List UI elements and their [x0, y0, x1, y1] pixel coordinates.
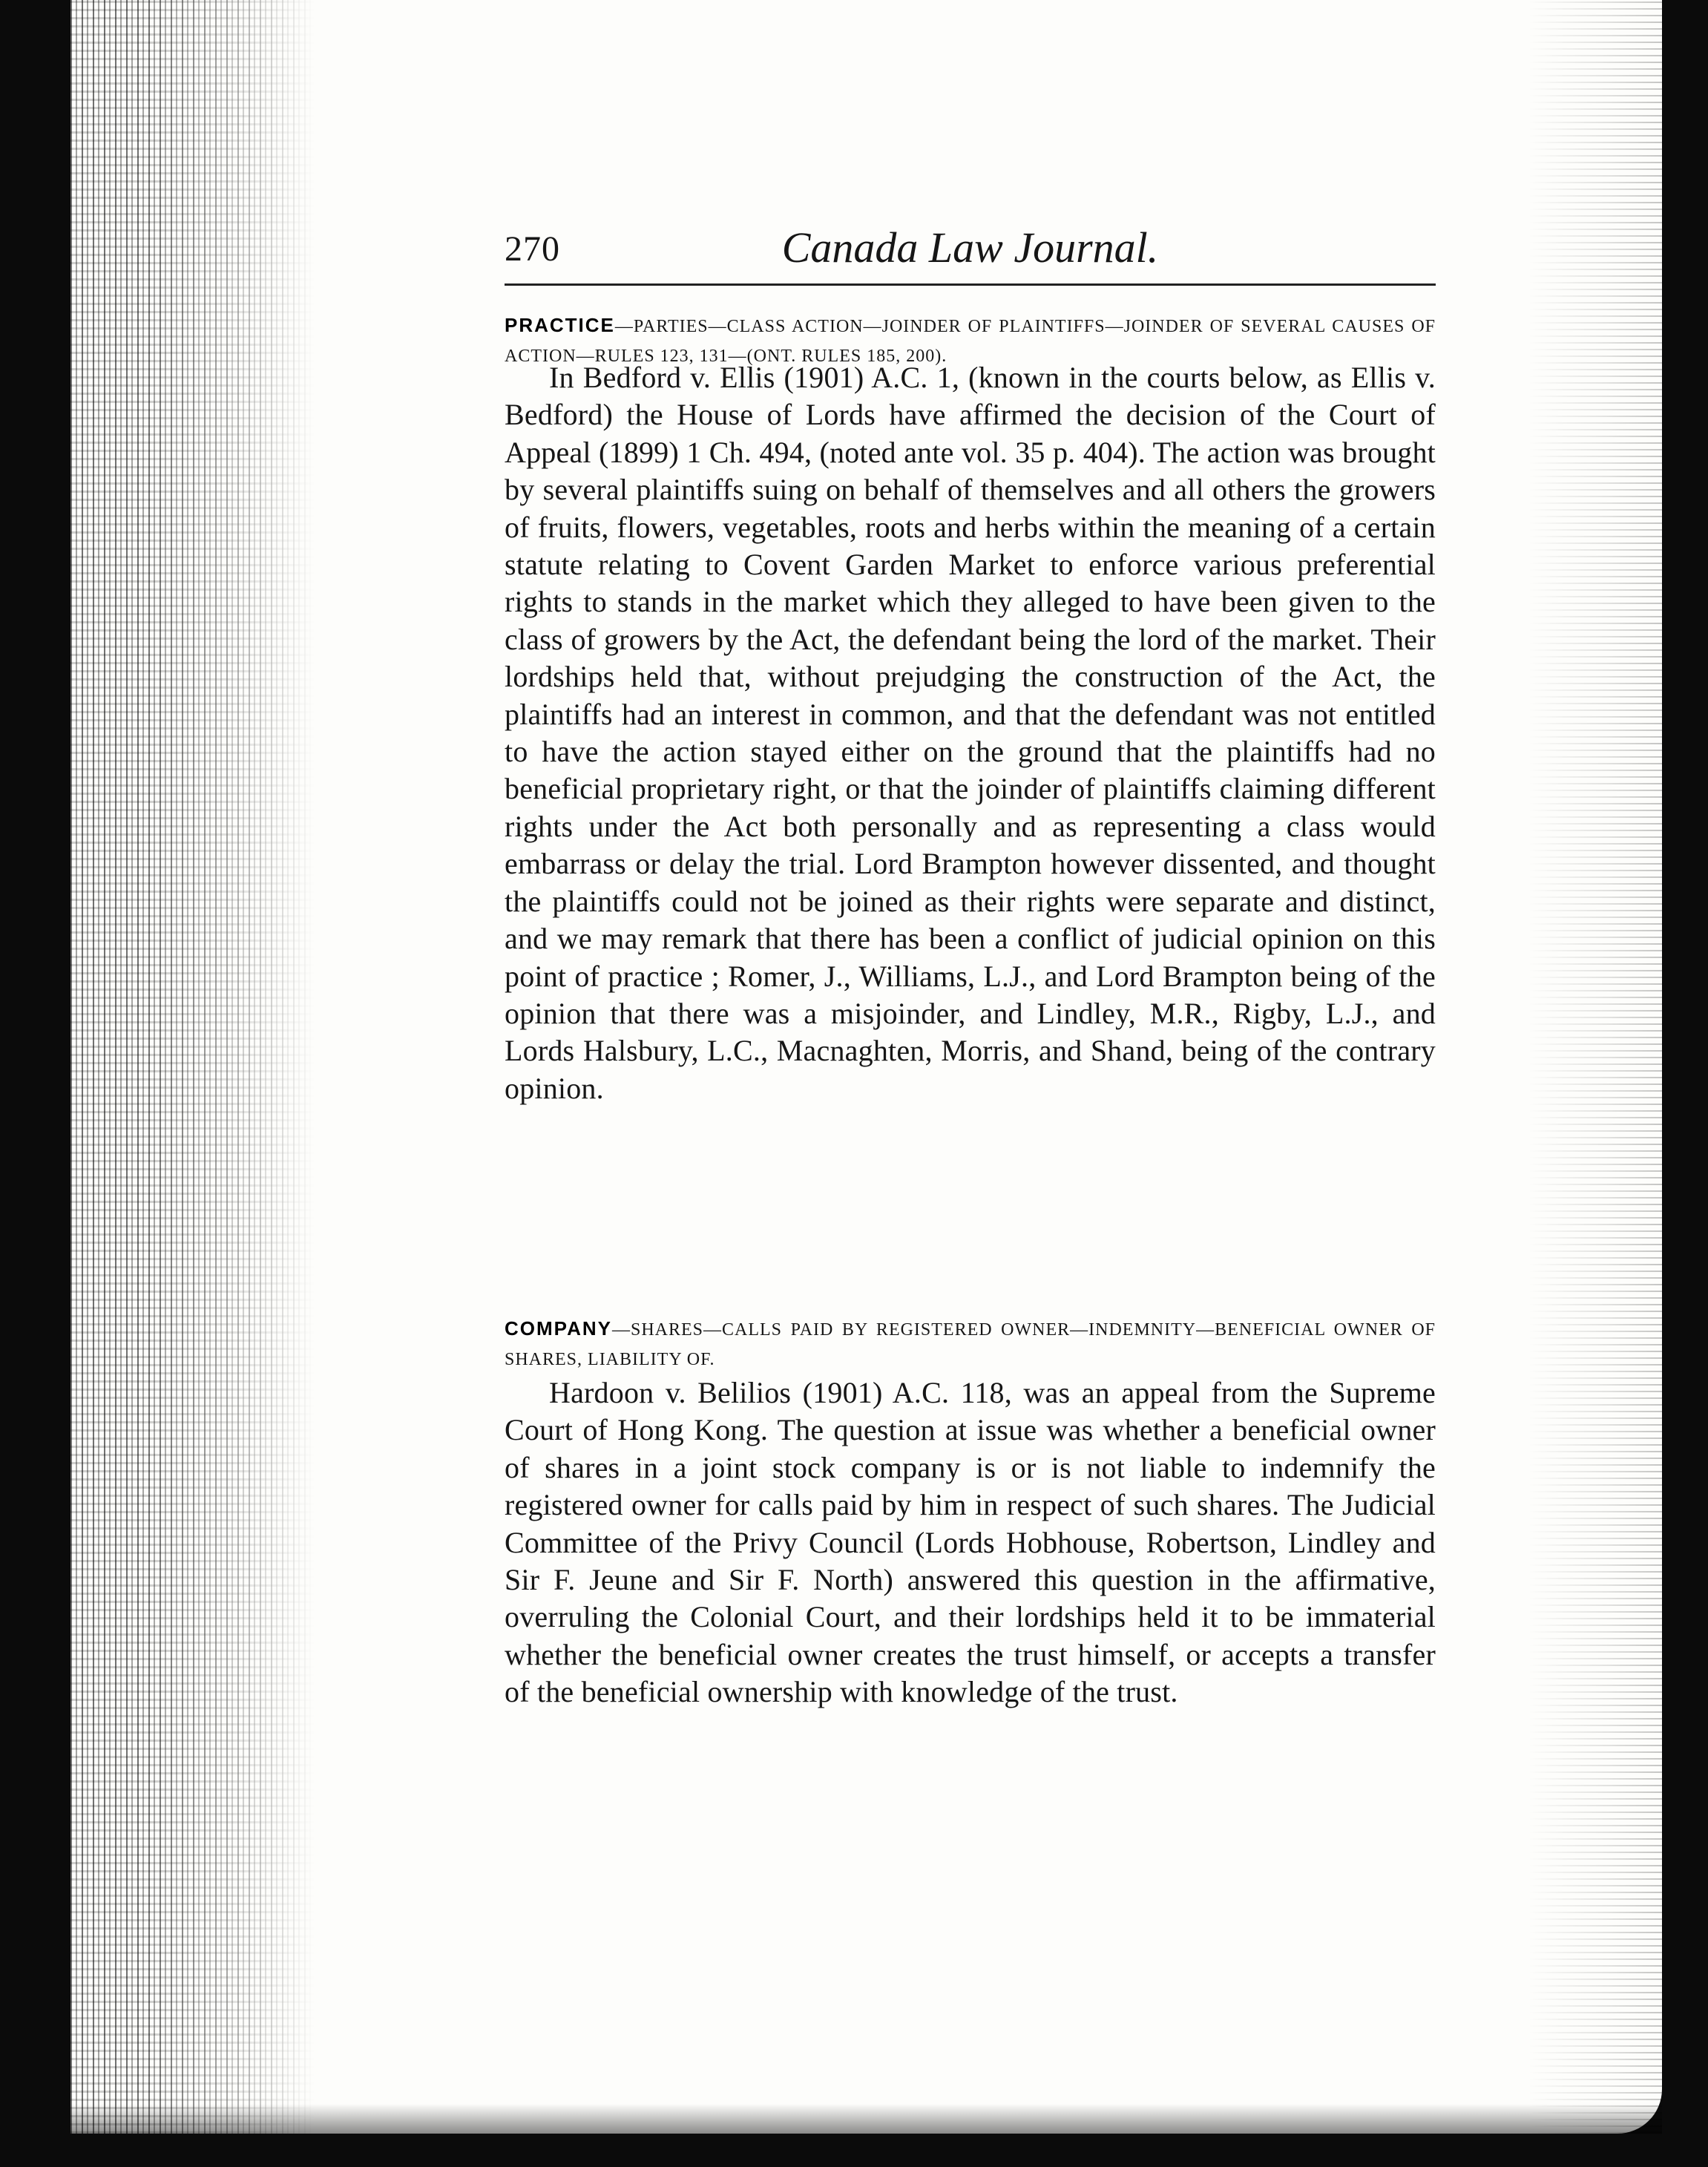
- page-edge-right: [1528, 0, 1662, 2134]
- binding-gutter: [70, 0, 315, 2134]
- page-edge-bottom: [70, 2104, 1662, 2134]
- journal-title: Canada Law Journal.: [781, 223, 1159, 272]
- section-rubric: PRACTICE: [505, 314, 615, 336]
- page-number: 270: [505, 229, 560, 269]
- section-heading-company: [505, 1314, 1436, 1374]
- section-rubric: COMPANY: [505, 1317, 612, 1340]
- section-topics: —PARTIES—CLASS ACTION—JOINDER OF PLAINTIFFS—JOINDER OF SEVERAL CAUSES OF ACTION—RULES 123, 131—(ONT. RULES 185, 200).: [505, 317, 1436, 366]
- running-head: [505, 223, 1436, 282]
- header-rule: [505, 283, 1436, 286]
- section-body-company: Hardoon v. Belilios (1901) A.C. 118, was an appeal from the Supreme Court of Hong Kong. The question at issue was whether a beneficial owner of shares in a joint stock company is or is not liable to indemnify the registered owner for calls paid by him in respect of such shares. The Judicial Committee of the Privy Council (Lords Hobhouse, Robertson, Lindley and Sir F. Jeune and Sir F. North) answered this question in the affirmative, overruling the Colonial Court, and their lordships held it to be immaterial whether the beneficial owner creates the trust himself, or accepts a transfer of the beneficial ownership with knowledge of the trust.: [505, 1376, 1436, 1709]
- section-body-practice: In Bedford v. Ellis (1901) A.C. 1, (known in the courts below, as Ellis v. Bedford) the House of Lords have affirmed the decision of the Court of Appeal (1899) 1 Ch. 494, (noted ante vol. 35 p. 404). The action was brought by several plaintiffs suing on behalf of themselves and all others the growers of fruits, flowers, vegetables, roots and herbs within the meaning of a certain statute relating to Covent Garden Market to enforce various preferential rights to stands in the market which they alleged to have been given to the class of growers by the Act, the defendant being the lord of the market. Their lordships held that, without prejudging the construction of the Act, the plaintiffs had an interest in common, and that the defendant was not entitled to have the action stayed either on the ground that the plaintiffs had no beneficial proprietary right, or that the joinder of plaintiffs claiming different rights under the Act both personally and as representing a class would embarrass or delay the trial. Lord Brampton however dissented, and thought the plaintiffs could not be joined as their rights were separate and distinct, and we may remark that there has been a conflict of judicial opinion on this point of practice ; Romer, J., Williams, L.J., and Lord Brampton being of the opinion that there was a misjoinder, and Lindley, M.R., Rigby, L.J., and Lords Halsbury, L.C., Macnaghten, Morris, and Shand, being of the contrary opinion.: [505, 361, 1436, 1105]
- section-topics: —SHARES—CALLS PAID BY REGISTERED OWNER—INDEMNITY—BENEFICIAL OWNER OF SHARES, LIABILITY OF.: [505, 1320, 1436, 1369]
